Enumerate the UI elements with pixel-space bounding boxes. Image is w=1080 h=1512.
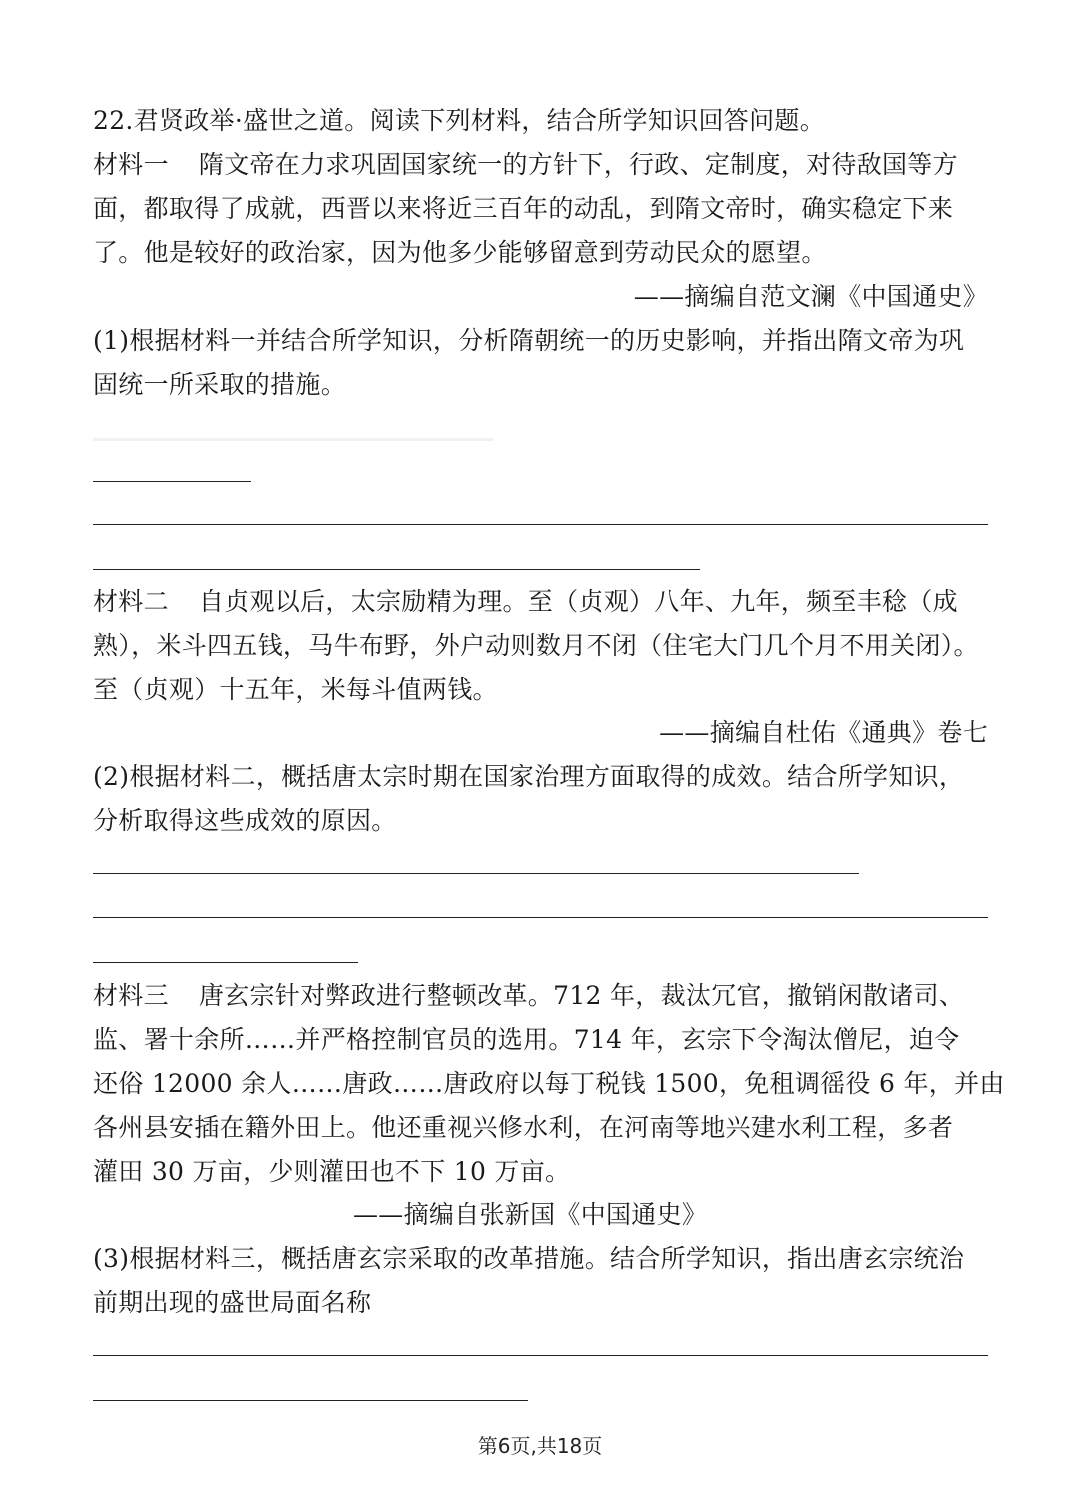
q2-line-2: 分析取得这些成效的原因。 — [93, 806, 397, 835]
material3-line-4: 各州县安插在籍外田上。他还重视兴修水利，在河南等地兴建水利工程，多者 — [93, 1113, 954, 1142]
material1-label: 材料一 — [93, 150, 169, 179]
material1-line-3: 了。他是较好的政治家，因为他多少能够留意到劳动民众的愿望。 — [93, 238, 827, 267]
material2-label: 材料二 — [93, 587, 169, 616]
question-heading: 22.君贤政举·盛世之道。阅读下列材料，结合所学知识回答问题。 — [93, 106, 826, 135]
q2-line-1: (2)根据材料二，概括唐太宗时期在国家治理方面取得的成效。结合所学知识， — [93, 762, 965, 791]
answer-line[interactable] — [93, 917, 988, 918]
answer-line[interactable] — [93, 569, 700, 570]
answer-line[interactable] — [93, 962, 358, 963]
material1-line-1: 材料一 隋文帝在力求巩固国家统一的方针下，行政、定制度，对待敌国等方 — [93, 150, 958, 179]
answer-line[interactable] — [93, 1400, 528, 1401]
material2-line-1: 材料二 自贞观以后，太宗励精为理。至（贞观）八年、九年，频至丰稔（成 — [93, 587, 958, 616]
q1-line-2: 固统一所采取的措施。 — [93, 370, 347, 399]
material1-source: ——摘编自范文澜《中国通史》 — [633, 282, 988, 311]
material1-line-2: 面，都取得了成就，西晋以来将近三百年的动乱，到隋文帝时，确实稳定下来 — [93, 194, 954, 223]
answer-line[interactable] — [93, 873, 859, 874]
scan-smudge — [93, 438, 493, 441]
q3-line-2: 前期出现的盛世局面名称 — [93, 1288, 372, 1317]
material2-source: ——摘编自杜佑《通典》卷七 — [659, 718, 988, 747]
answer-line[interactable] — [93, 1355, 988, 1356]
material2-line-3: 至（贞观）十五年，米每斗值两钱。 — [93, 675, 498, 704]
answer-line[interactable] — [93, 481, 251, 482]
material3-source: ——摘编自张新国《中国通史》 — [353, 1200, 708, 1229]
q3-line-1: (3)根据材料三，概括唐玄宗采取的改革措施。结合所学知识，指出唐玄宗统治 — [93, 1244, 965, 1273]
material3-line-2: 监、署十余所……并严格控制官员的选用。714 年，玄宗下令淘汰僧尼，迫令 — [93, 1025, 960, 1054]
q1-line-1: (1)根据材料一并结合所学知识，分析隋朝统一的历史影响，并指出隋文帝为巩 — [93, 326, 965, 355]
answer-line[interactable] — [93, 524, 988, 525]
material3-line-3: 还俗 12000 余人……唐政……唐政府以每丁税钱 1500，免租调徭役 6 年，并由 — [93, 1069, 1005, 1098]
material3-line-5: 灌田 30 万亩，少则灌田也不下 10 万亩。 — [93, 1157, 571, 1186]
page-footer: 第6页,共18页 — [477, 1434, 603, 1458]
material3-label: 材料三 — [93, 981, 169, 1010]
material2-line-2: 熟），米斗四五钱，马牛布野，外户动则数月不闭（住宅大门几个月不用关闭）。 — [93, 631, 979, 660]
material3-line-1: 材料三 唐玄宗针对弊政进行整顿改革。712 年，裁汰冗官，撤销闲散诸司、 — [93, 981, 965, 1010]
